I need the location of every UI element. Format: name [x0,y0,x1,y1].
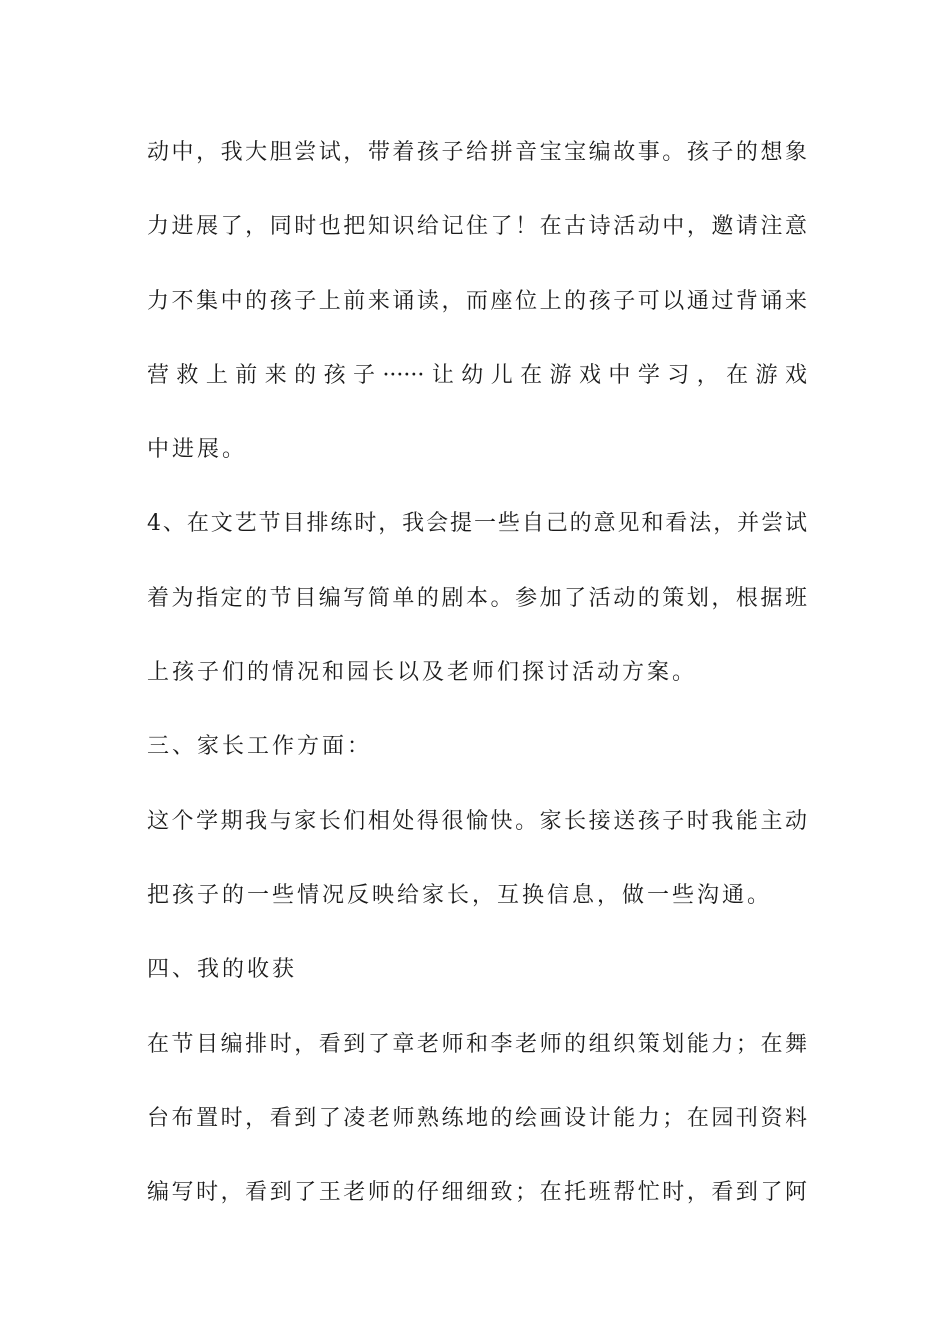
text-line: 着为指定的节目编写简单的剧本。参加了活动的策划，根据班 [147,585,807,611]
text-line: 编写时，看到了王老师的仔细细致；在托班帮忙时，看到了阿 [147,1180,807,1206]
text-line: 中进展。 [147,437,248,463]
section-heading: 三、家长工作方面： [147,734,373,760]
text-line: 力进展了，同时也把知识给记住了！在古诗活动中，邀请注意 [147,214,807,240]
text-line: 力不集中的孩子上前来诵读，而座位上的孩子可以通过背诵来 [147,288,807,314]
section-heading: 四、我的收获 [147,957,298,983]
text-line: 在节目编排时，看到了章老师和李老师的组织策划能力；在舞 [147,1031,807,1057]
text-line: 把孩子的一些情况反映给家长，互换信息，做一些沟通。 [147,882,773,908]
text-line: 这个学期我与家长们相处得很愉快。家长接送孩子时我能主动 [147,808,807,834]
text-line: 4、在文艺节目排练时，我会提一些自己的意见和看法，并尝试 [147,511,807,537]
text-line: 营救上前来的孩子······让幼儿在游戏中学习，在游戏 [147,362,807,388]
text-line: 动中，我大胆尝试，带着孩子给拼音宝宝编故事。孩子的想象 [147,140,807,165]
text-line: 台布置时，看到了凌老师熟练地的绘画设计能力；在园刊资料 [147,1105,807,1131]
text-line: 上孩子们的情况和园长以及老师们探讨活动方案。 [147,660,698,686]
body-text [147,128,807,1242]
